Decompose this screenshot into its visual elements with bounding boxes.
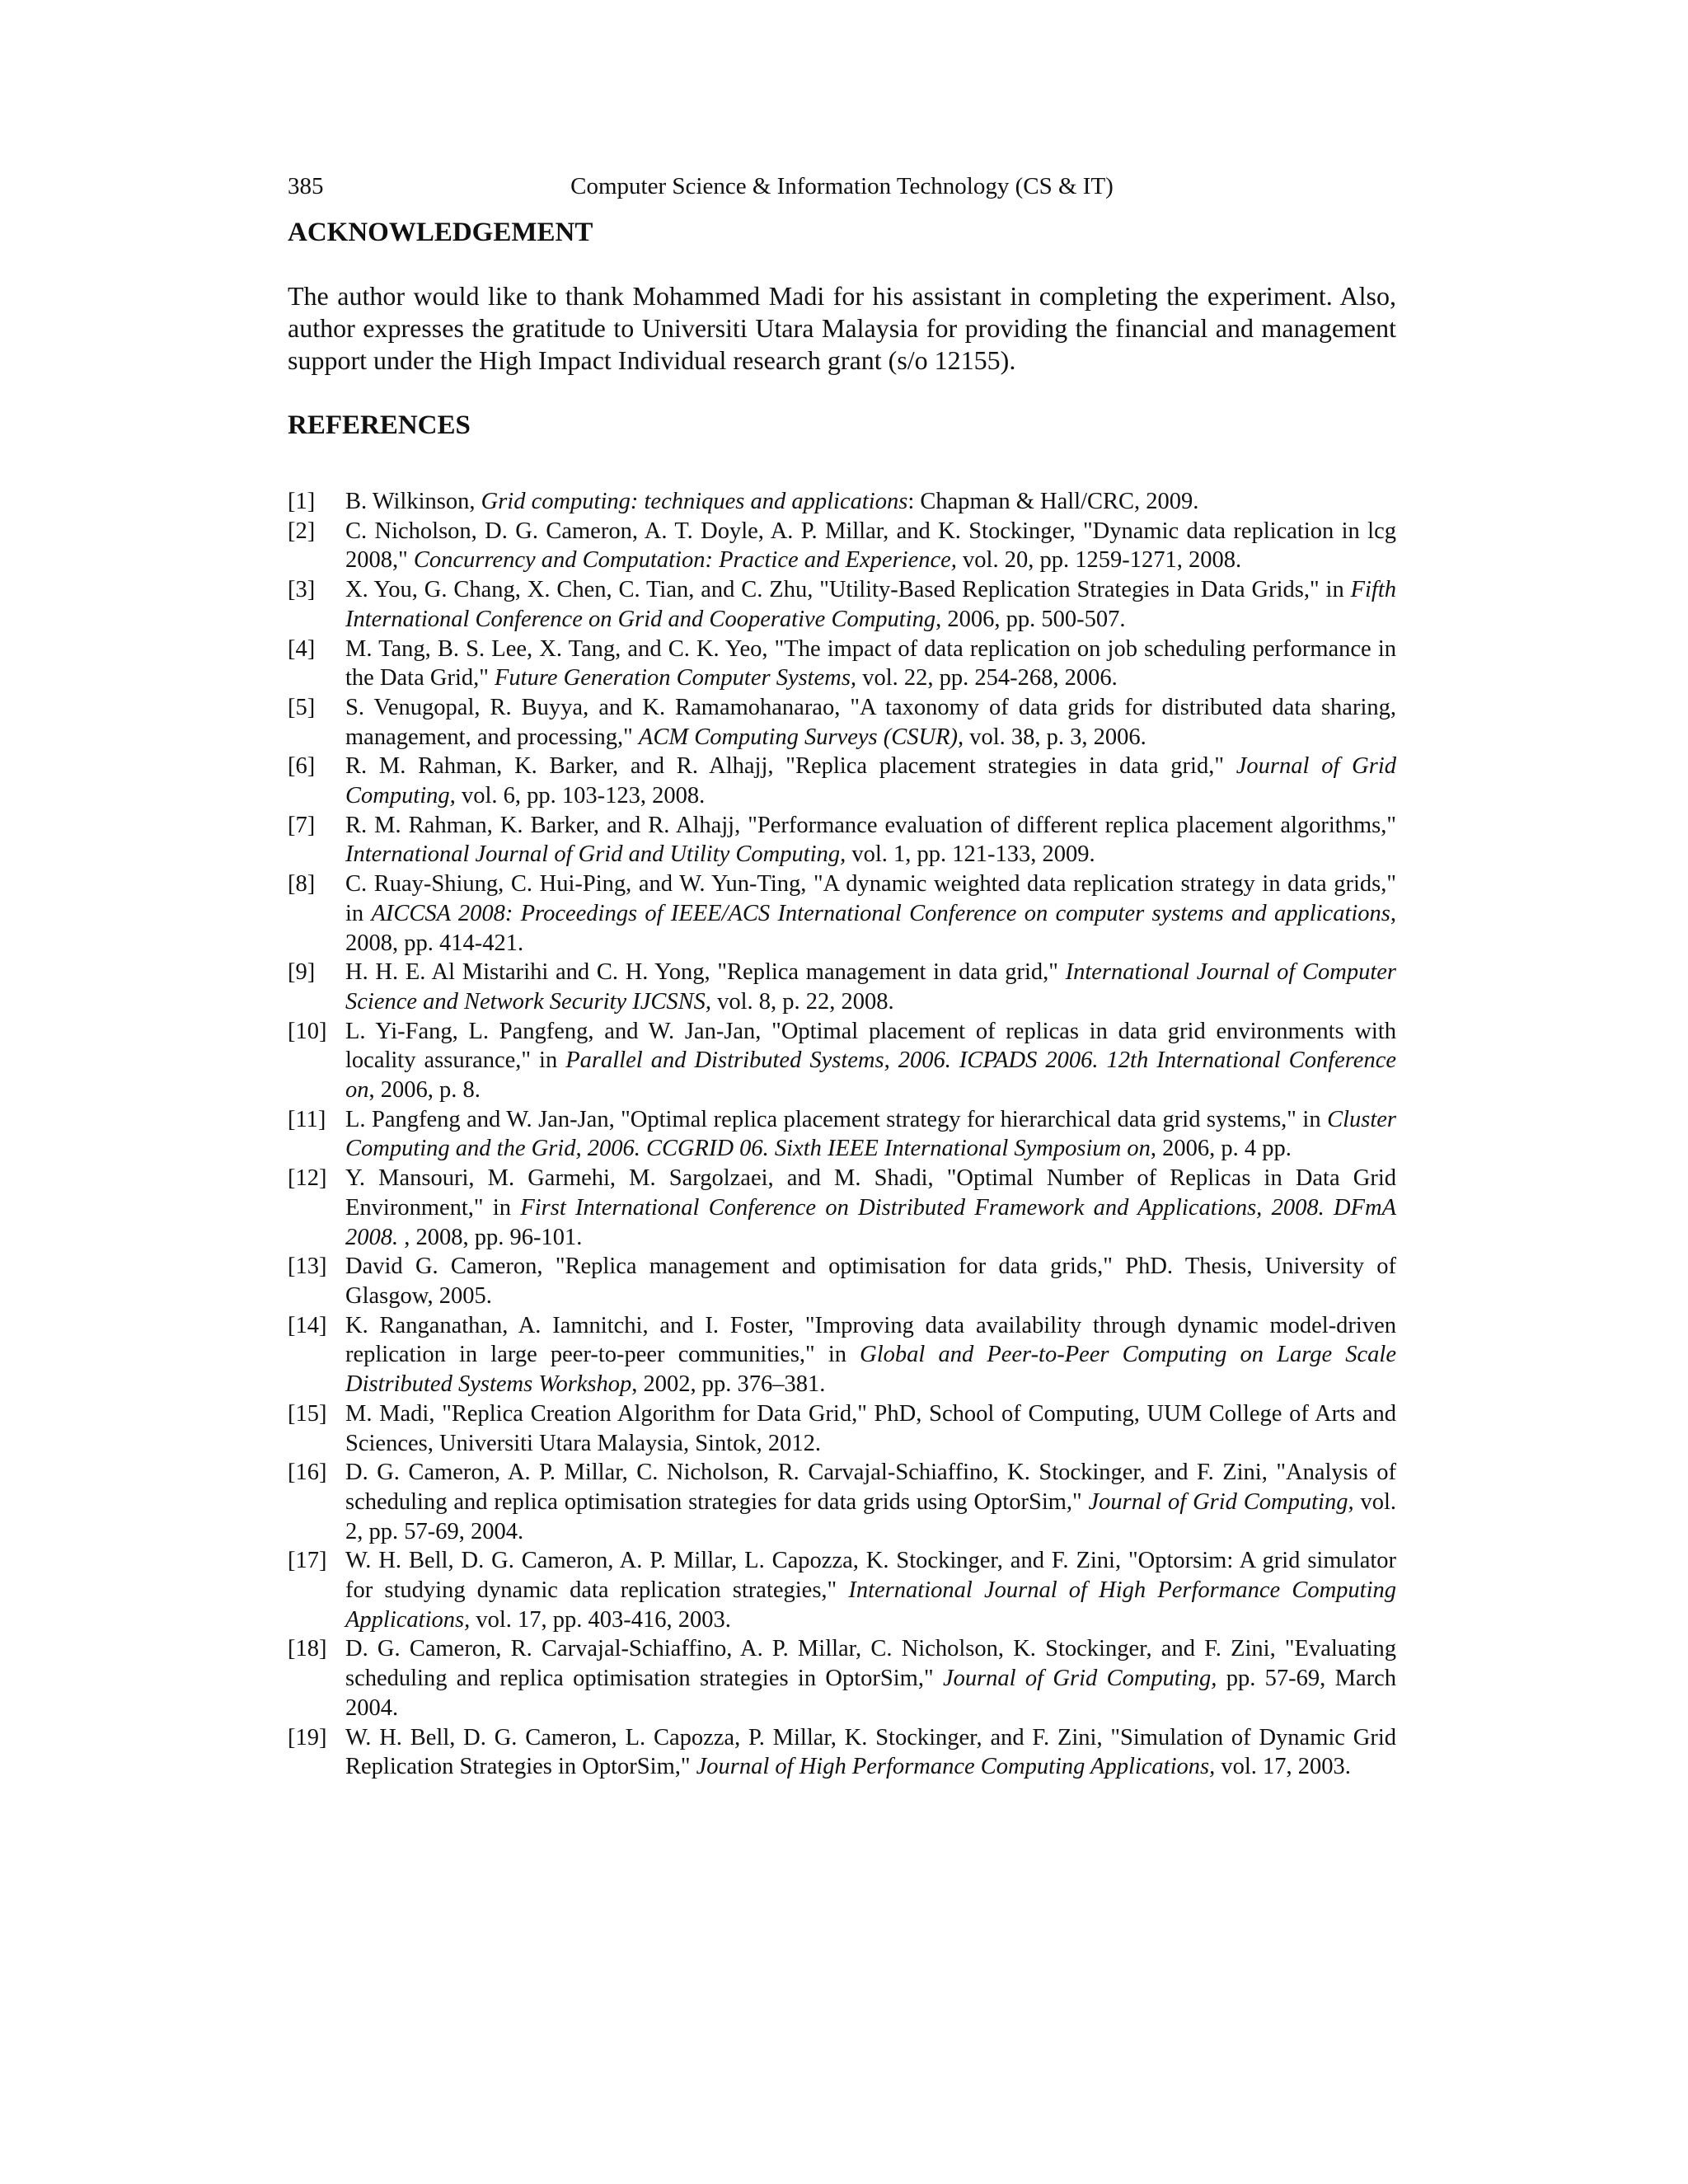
page-number: 385: [288, 173, 324, 199]
reference-text: [345, 869, 1396, 958]
reference-item: [288, 1252, 1396, 1310]
reference-segment: , 2006, p. 8.: [368, 1077, 481, 1104]
reference-venue: AICCSA 2008: Proceedings of IEEE/ACS International Conference on computer systems and applications: [371, 900, 1390, 926]
reference-venue: Journal of Grid Computing,: [1088, 1488, 1354, 1515]
reference-segment: M. Madi, "Replica Creation Algorithm for Data Grid," PhD, School of Computing, UUM College of Arts and Sciences, Universiti Utara Malaysia, Sintok, 2012.: [345, 1400, 1396, 1456]
reference-venue: Journal of Grid Computing,: [345, 753, 1397, 809]
reference-text: [345, 1252, 1396, 1310]
acknowledgement-heading: ACKNOWLEDGEMENT: [288, 218, 593, 247]
reference-number: [14]: [288, 1312, 327, 1338]
reference-segment: Y. Mansouri, M. Garmehi, M. Sargolzaei, and M. Shadi, "Optimal Number of Replicas in Data Grid Environment," in: [345, 1165, 1396, 1221]
reference-segment: , 2008, pp. 414-421.: [345, 900, 1396, 956]
reference-item: [288, 1458, 1396, 1546]
reference-segment: D. G. Cameron, A. P. Millar, C. Nicholson, R. Carvajal-Schiaffino, K. Stockinger, and F. Zini, "Analysis of scheduling and replica optimisation strategies for data grids using OptorSim,": [345, 1460, 1396, 1515]
reference-text: [345, 693, 1396, 752]
reference-item: [288, 517, 1396, 575]
reference-number: [8]: [288, 871, 316, 898]
reference-text: [345, 1458, 1396, 1546]
reference-number: [2]: [288, 518, 316, 544]
reference-segment: S. Venugopal, R. Buyya, and K. Ramamohanarao, "A taxonomy of data grids for distributed data sharing, management, and processing,": [345, 694, 1396, 750]
reference-item: [288, 1634, 1396, 1722]
reference-number: [4]: [288, 635, 316, 662]
reference-item: [288, 1399, 1396, 1458]
reference-number: [5]: [288, 694, 316, 720]
reference-segment: X. You, G. Chang, X. Chen, C. Tian, and C. Zhu, "Utility-Based Replication Strategies in Data Grids," in: [345, 577, 1351, 603]
reference-item: [288, 635, 1396, 693]
reference-number: [3]: [288, 577, 316, 603]
acknowledgement-body: The author would like to thank Mohammed Madi for his assistant in completing the experiment. Also, author expresses the gratitude to Universiti Utara Malaysia for providing the financial and management support under the High Impact Individual research grant (s/o 12155).: [288, 281, 1396, 375]
reference-number: [17]: [288, 1548, 327, 1574]
reference-segment: vol. 8, p. 22, 2008.: [711, 988, 894, 1015]
reference-text: [345, 1311, 1396, 1399]
reference-venue: Cluster Computing and the Grid, 2006. CCGRID 06. Sixth IEEE International Symposium on: [345, 1106, 1396, 1162]
reference-segment: vol. 1, pp. 121-133, 2009.: [846, 841, 1095, 868]
reference-segment: R. M. Rahman, K. Barker, and R. Alhajj, "Performance evaluation of different replica placement algorithms,": [345, 812, 1396, 838]
reference-venue: International Journal of Computer Science and Network Security IJCSNS,: [345, 959, 1396, 1015]
reference-venue: Journal of Grid Computing,: [942, 1666, 1217, 1692]
reference-text: [345, 575, 1396, 634]
reference-venue: Concurrency and Computation: Practice and Experience,: [413, 547, 957, 574]
reference-segment: R. M. Rahman, K. Barker, and R. Alhajj, "Replica placement strategies in data grid,": [345, 753, 1236, 780]
reference-text: [345, 1399, 1396, 1458]
reference-segment: David G. Cameron, "Replica management and optimisation for data grids," PhD. Thesis, University of Glasgow, 2005.: [345, 1254, 1396, 1309]
reference-venue: Parallel and Distributed Systems, 2006. ICPADS 2006. 12th International Conference on: [345, 1047, 1396, 1104]
reference-item: [288, 487, 1396, 517]
reference-segment: D. G. Cameron, R. Carvajal-Schiaffino, A. P. Millar, C. Nicholson, K. Stockinger, and F. Zini, "Evaluating scheduling and replica optimisation strategies in OptorSim,": [345, 1636, 1396, 1692]
reference-text: [345, 1164, 1396, 1252]
reference-segment: , 2008, pp. 96-101.: [398, 1224, 583, 1250]
reference-segment: C. Nicholson, D. G. Cameron, A. T. Doyle, A. P. Millar, and K. Stockinger, "Dynamic data replication in lcg 2008,": [345, 518, 1396, 574]
reference-segment: vol. 2, pp. 57-69, 2004.: [345, 1488, 1396, 1544]
reference-text: [345, 487, 1396, 517]
reference-text: [345, 811, 1396, 869]
reference-item: [288, 575, 1396, 634]
reference-text: [345, 1017, 1396, 1105]
reference-venue: Journal of High Performance Computing Applications,: [696, 1754, 1216, 1780]
reference-segment: , 2002, pp. 376–381.: [631, 1371, 826, 1398]
reference-segment: vol. 38, p. 3, 2006.: [964, 724, 1146, 750]
reference-item: [288, 1017, 1396, 1105]
references-heading: REFERENCES: [288, 410, 471, 440]
reference-segment: vol. 17, 2003.: [1215, 1754, 1351, 1780]
reference-venue: First International Conference on Distributed Framework and Applications, 2008. DFmA 2008.: [345, 1194, 1396, 1250]
reference-item: [288, 1164, 1396, 1252]
reference-segment: L. Yi-Fang, L. Pangfeng, and W. Jan-Jan, "Optimal placement of replicas in data grid environments with locality assurance," in: [345, 1018, 1396, 1074]
reference-segment: W. H. Bell, D. G. Cameron, A. P. Millar, L. Capozza, K. Stockinger, and F. Zini, "Optorsim: A grid simulator for studying dynamic data replication strategies,": [345, 1548, 1396, 1604]
reference-segment: vol. 20, pp. 1259-1271, 2008.: [956, 547, 1242, 574]
reference-text: [345, 1546, 1396, 1634]
reference-number: [11]: [288, 1106, 326, 1132]
reference-segment: M. Tang, B. S. Lee, X. Tang, and C. K. Yeo, "The impact of data replication on job scheduling performance in the Data Grid,": [345, 635, 1396, 691]
reference-number: [13]: [288, 1254, 327, 1280]
reference-segment: vol. 22, pp. 254-268, 2006.: [856, 665, 1118, 691]
reference-venue: Fifth International Conference on Grid and Cooperative Computing: [345, 577, 1396, 632]
reference-segment: W. H. Bell, D. G. Cameron, L. Capozza, P. Millar, K. Stockinger, and F. Zini, "Simulation of Dynamic Grid Replication Strategies in OptorSim,": [345, 1724, 1396, 1780]
reference-number: [16]: [288, 1460, 327, 1486]
reference-segment: pp. 57-69, March 2004.: [345, 1666, 1396, 1721]
reference-text: [345, 635, 1396, 693]
reference-list: [288, 487, 1396, 1782]
journal-title: Computer Science & Information Technology (CS & IT): [570, 173, 1114, 199]
reference-segment: H. H. E. Al Mistarihi and C. H. Yong, "Replica management in data grid,": [345, 959, 1066, 986]
reference-venue: ACM Computing Surveys (CSUR),: [638, 724, 964, 750]
reference-item: [288, 752, 1396, 810]
reference-venue: International Journal of Grid and Utility Computing,: [345, 841, 846, 868]
reference-number: [10]: [288, 1018, 327, 1044]
reference-number: [1]: [288, 489, 316, 514]
reference-number: [9]: [288, 959, 316, 986]
reference-text: [345, 1105, 1396, 1164]
reference-number: [7]: [288, 812, 316, 838]
reference-text: [345, 517, 1396, 575]
reference-item: [288, 693, 1396, 752]
reference-segment: , 2006, pp. 500-507.: [935, 606, 1126, 632]
reference-item: [288, 1105, 1396, 1164]
reference-number: [12]: [288, 1165, 327, 1192]
reference-segment: B. Wilkinson,: [345, 489, 481, 514]
reference-item: [288, 1311, 1396, 1399]
reference-segment: vol. 17, pp. 403-416, 2003.: [470, 1606, 731, 1633]
reference-number: [19]: [288, 1724, 327, 1750]
reference-venue: Future Generation Computer Systems,: [495, 665, 857, 691]
reference-segment: , 2006, p. 4 pp.: [1150, 1136, 1292, 1162]
reference-item: [288, 958, 1396, 1016]
reference-segment: L. Pangfeng and W. Jan-Jan, "Optimal replica placement strategy for hierarchical data grid systems," in: [345, 1106, 1328, 1132]
reference-item: [288, 1546, 1396, 1634]
reference-number: [18]: [288, 1636, 327, 1662]
reference-text: [345, 752, 1396, 810]
reference-venue: International Journal of High Performance Computing Applications,: [345, 1577, 1396, 1633]
reference-segment: K. Ranganathan, A. Iamnitchi, and I. Foster, "Improving data availability through dynamic model-driven replication in large peer-to-peer communities," in: [345, 1312, 1396, 1368]
reference-segment: vol. 6, pp. 103-123, 2008.: [455, 783, 706, 809]
reference-item: [288, 811, 1396, 869]
reference-number: [15]: [288, 1400, 327, 1427]
reference-segment: C. Ruay-Shiung, C. Hui-Ping, and W. Yun-Ting, "A dynamic weighted data replication strategy in data grids," in: [345, 871, 1396, 926]
reference-item: [288, 869, 1396, 958]
reference-item: [288, 1723, 1396, 1782]
reference-number: [6]: [288, 753, 316, 780]
reference-segment: : Chapman & Hall/CRC, 2009.: [907, 489, 1199, 514]
reference-venue: Grid computing: techniques and applications: [481, 489, 908, 514]
reference-text: [345, 958, 1396, 1016]
reference-text: [345, 1723, 1396, 1782]
reference-text: [345, 1634, 1396, 1722]
reference-venue: Global and Peer-to-Peer Computing on Large Scale Distributed Systems Workshop: [345, 1342, 1397, 1398]
